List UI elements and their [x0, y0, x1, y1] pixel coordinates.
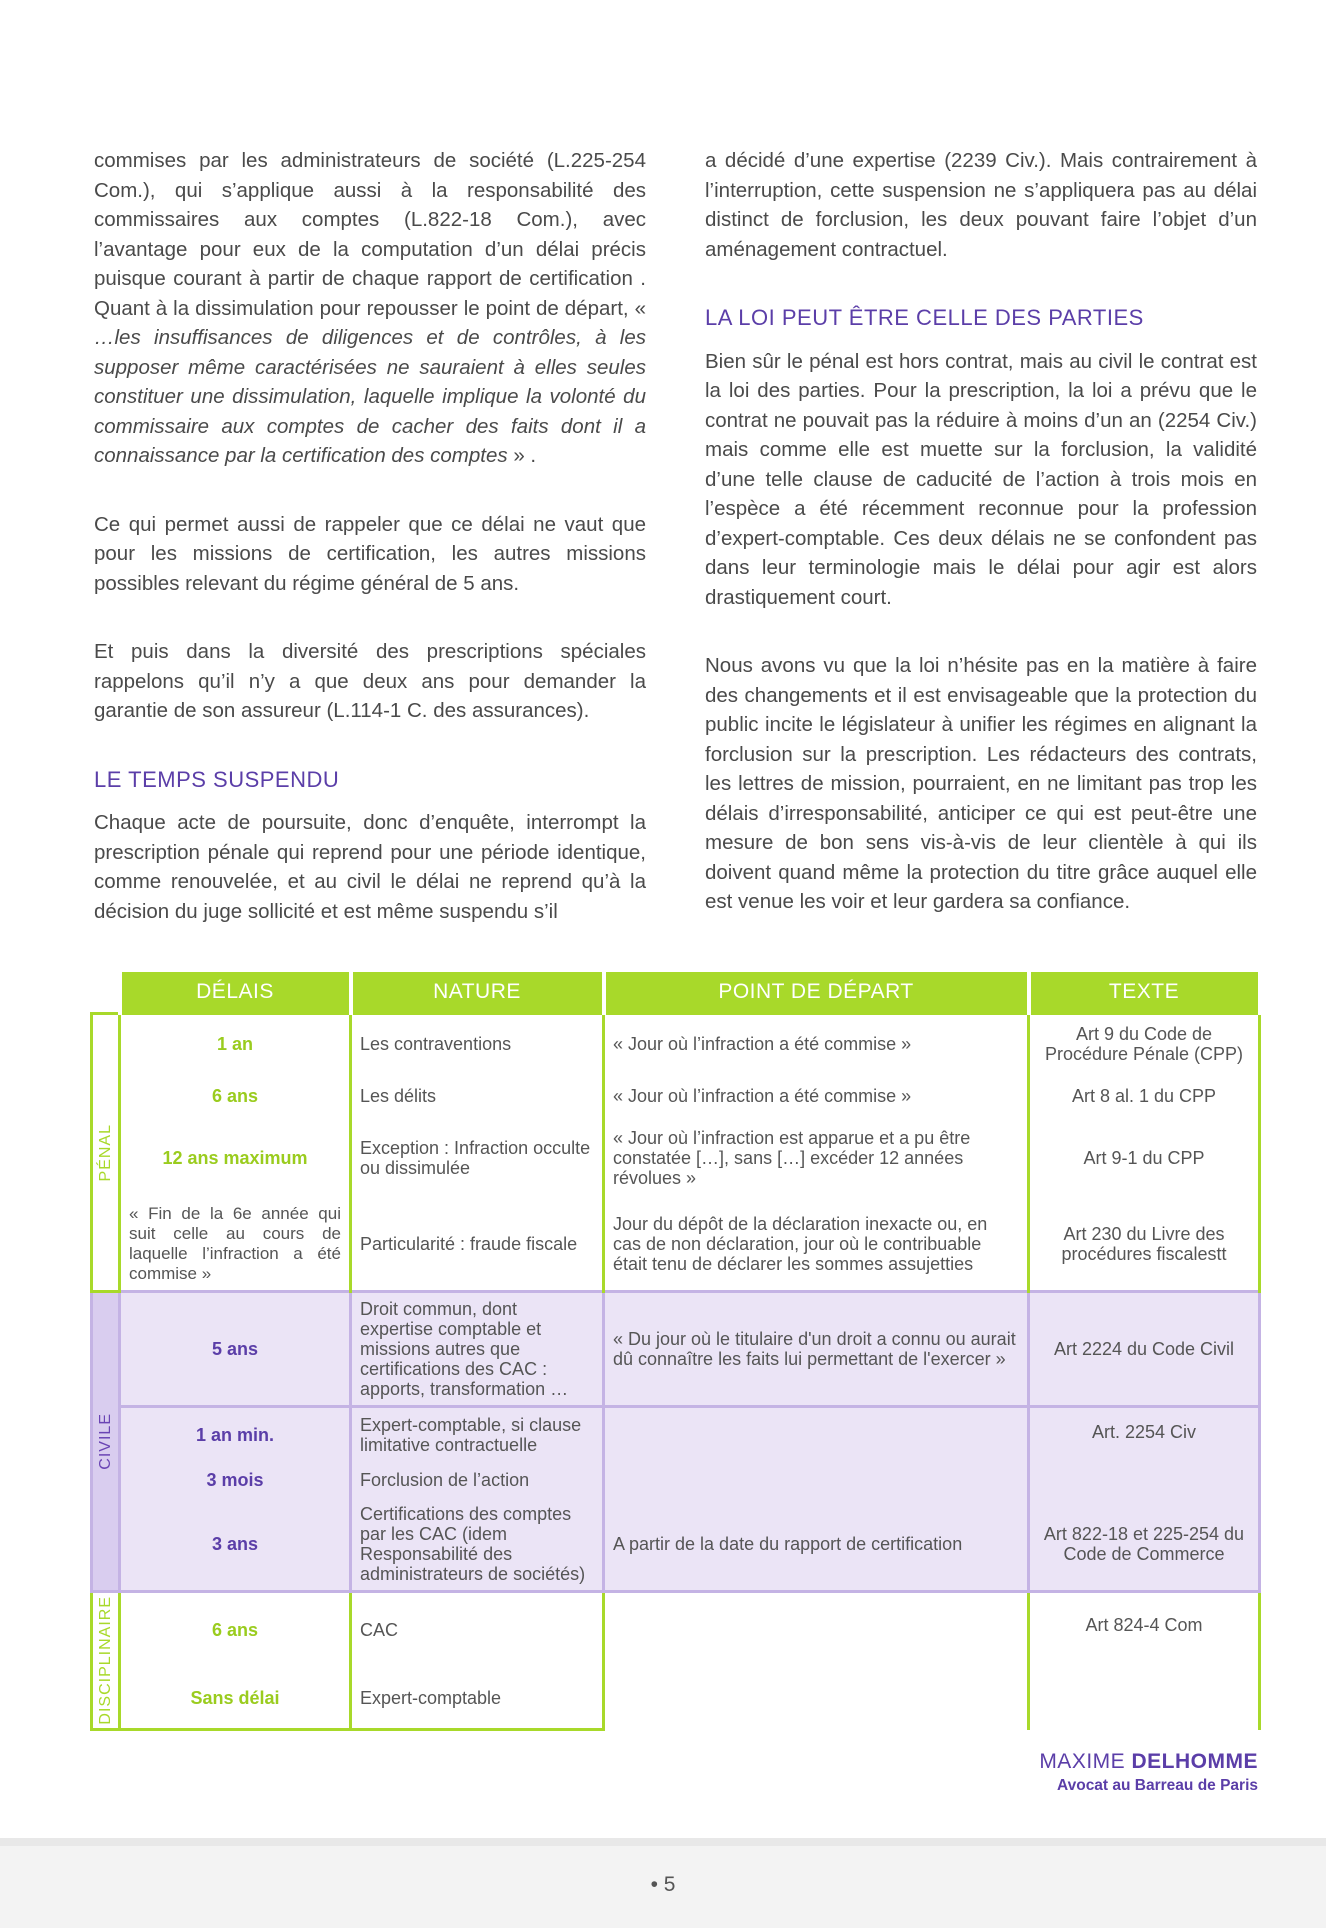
right-paragraph-2: Bien sûr le pénal est hors contrat, mais au civil le contrat est la loi des parties. Pour la prescription, la loi a prévu que le contrat ne pouvait pas la réduire à moins d’un an (2254 Civ.) mais comme elle est muette sur la forclusion, la validité d’une telle clause de caducité de l’action à trois mois en l’espèce a été récemment reconnue pour la profession d’expert-comptable. Ces deux délais ne se confondent pas dans leur terminologie mais le délai pour agir est alors drastiquement court. [705, 349, 1257, 609]
left-paragraph-4: Chaque acte de poursuite, donc d’enquête, interrompt la prescription pénale qui reprend pour une période identique, comme renouvelée, et au civil le délai ne reprend qu’à la décision du juge sollicité et est même suspendu s’il [94, 811, 646, 923]
cell-nature: Les délits [351, 1074, 604, 1118]
cell-delai: « Fin de la 6e année qui suit celle au cours de laquelle l’infraction a été commise » [120, 1198, 351, 1292]
left-paragraph-3: Et puis dans la diversité des prescriptions spéciales rappelons qu’il n’y a que deux ans pour demander la garantie de son assureur (L.114-1 C. des assurances). [94, 640, 646, 722]
page-number: • 5 [650, 1873, 676, 1896]
group-label-text: DISCIPLINAIRE [96, 1596, 114, 1725]
group-label-text: PÉNAL [96, 1123, 114, 1181]
group-label-text: CIVILE [96, 1412, 114, 1470]
cell-nature: Certifications des comptes par les CAC (idem Responsabilité des administrateurs de sociétés) [351, 1498, 604, 1592]
section-heading-temps-suspendu: LE TEMPS SUSPENDU [94, 766, 340, 792]
quote-text: …les insuffisances de diligences et de contrôles, à les supposer même caractérisées ne sauraient à elles seules constituer une dissimulation, laquelle implique la volonté du commissaire aux comptes de cacher des faits dont il a connaissance par la certification des comptes [94, 326, 646, 467]
cell-nature: Particularité : fraude fiscale [351, 1198, 604, 1292]
cell-depart: Jour du dépôt de la déclaration inexacte ou, en cas de non déclaration, jour où le contribuable était tenu de déclarer les sommes assujetties [604, 1198, 1029, 1292]
table-row [92, 1406, 1260, 1462]
cell-nature: Expert-comptable, si clause limitative contractuelle [351, 1406, 604, 1462]
cell-delai: 3 ans [120, 1498, 351, 1592]
paragraph-text: » . [507, 444, 537, 467]
table-row [92, 1014, 1260, 1074]
cell-texte: Art 824-4 Com [1029, 1592, 1260, 1730]
cell-texte: Art 9 du Code de Procédure Pénale (CPP) [1029, 1014, 1260, 1074]
cell-nature: Expert-comptable [351, 1668, 604, 1730]
delays-table [90, 972, 1258, 1731]
table-row [92, 1291, 1260, 1406]
left-paragraph-1 [94, 146, 646, 471]
cell-nature: Forclusion de l’action [351, 1462, 604, 1498]
cell-delai: 12 ans maximum [120, 1118, 351, 1198]
author-title: Avocat au Barreau de Paris [1056, 1777, 1258, 1794]
right-paragraph-1: a décidé d’une expertise (2239 Civ.). Mais contrairement à l’interruption, cette suspension ne s’appliquera pas au délai distinct de forclusion, les deux pouvant faire l’objet d’un aménagement contractuel. [705, 149, 1257, 261]
cell-nature: Exception : Infraction occulte ou dissimulée [351, 1118, 604, 1198]
author-name [1039, 1750, 1258, 1774]
cell-depart: A partir de la date du rapport de certification [604, 1498, 1029, 1592]
author-first-name: MAXIME [1039, 1750, 1126, 1773]
cell-depart [604, 1406, 1029, 1498]
cell-depart [604, 1592, 1029, 1730]
table-header-row [92, 972, 1260, 1014]
header-texte: TEXTE [1029, 972, 1260, 1014]
cell-depart: « Du jour où le titulaire d'un droit a connu ou aurait dû connaître les faits lui permettant de l'exercer » [604, 1291, 1029, 1406]
cell-depart: « Jour où l’infraction a été commise » [604, 1074, 1029, 1118]
cell-delai: 1 an min. [120, 1406, 351, 1462]
cell-nature: CAC [351, 1592, 604, 1668]
group-label-disciplinaire [92, 1592, 120, 1730]
cell-texte: Art. 2254 Civ [1029, 1406, 1260, 1498]
cell-delai: 1 an [120, 1014, 351, 1074]
right-paragraph-3: Nous avons vu que la loi n’hésite pas en la matière à faire des changements et il est envisageable que la protection du public incite le législateur à unifier les régimes en alignant la forclusion sur la prescription. Les rédacteurs des contrats, les lettres de mission, pourraient, en ne limitant pas trop les délais d’irresponsabilité, anticiper ce qui est peut-être une mesure de bon sens vis-à-vis de leur clientèle à qui ils doivent quand même la protection du titre grâce auquel elle est venue les voir et leur gardera sa confiance. [705, 654, 1257, 913]
author-signature [1039, 1750, 1258, 1795]
cell-depart: « Jour où l’infraction est apparue et a pu être constatée […], sans […] excéder 12 années révolues » [604, 1118, 1029, 1198]
table-row [92, 1498, 1260, 1592]
table-row [92, 1118, 1260, 1198]
cell-texte: Art 230 du Livre des procédures fiscalestt [1029, 1198, 1260, 1292]
cell-texte: Art 2224 du Code Civil [1029, 1291, 1260, 1406]
table-row [92, 1198, 1260, 1292]
author-last-name: DELHOMME [1131, 1750, 1258, 1773]
table-row [92, 1074, 1260, 1118]
cell-texte: Art 8 al. 1 du CPP [1029, 1074, 1260, 1118]
cell-delai: Sans délai [120, 1668, 351, 1730]
cell-texte: Art 9-1 du CPP [1029, 1118, 1260, 1198]
section-heading-loi-parties: LA LOI PEUT ÊTRE CELLE DES PARTIES [705, 305, 1144, 330]
paragraph-text: commises par les administrateurs de société (L.225-254 Com.), qui s’applique aussi à la responsabilité des commissaires aux comptes (L.822-18 Com.), avec l’avantage pour eux de la computation d’un délai précis puisque courant à partir de chaque rapport de certification . Quant à la dissimulation pour repousser le point de départ, « [94, 149, 646, 320]
header-point-de-depart: POINT DE DÉPART [604, 972, 1029, 1014]
cell-texte: Art 822-18 et 225-254 du Code de Commerce [1029, 1498, 1260, 1592]
left-column [94, 146, 646, 926]
header-nature: NATURE [351, 972, 604, 1014]
cell-delai: 5 ans [120, 1291, 351, 1406]
cell-delai: 3 mois [120, 1462, 351, 1498]
cell-delai: 6 ans [120, 1074, 351, 1118]
cell-depart: « Jour où l’infraction a été commise » [604, 1014, 1029, 1074]
group-label-civile [92, 1291, 120, 1592]
table-row [92, 1592, 1260, 1668]
header-spacer [92, 972, 120, 1014]
cell-nature: Droit commun, dont expertise comptable et missions autres que certifications des CAC : apports, transformation … [351, 1291, 604, 1406]
left-paragraph-2: Ce qui permet aussi de rappeler que ce délai ne vaut que pour les missions de certification, les autres missions possibles relevant du régime général de 5 ans. [94, 512, 646, 595]
cell-delai: 6 ans [120, 1592, 351, 1668]
group-label-penal [92, 1014, 120, 1292]
right-column [705, 146, 1257, 917]
cell-nature: Les contraventions [351, 1014, 604, 1074]
header-delais: DÉLAIS [120, 972, 351, 1014]
